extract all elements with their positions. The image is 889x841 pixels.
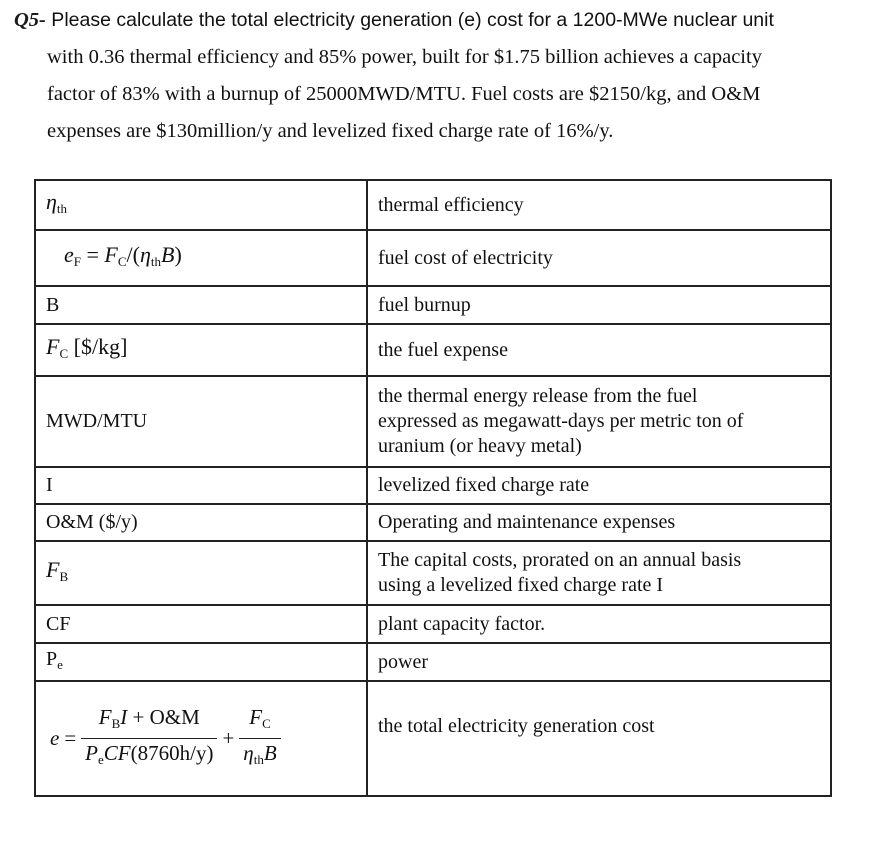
- description-cell: fuel cost of electricity: [367, 230, 831, 286]
- table-row: [35, 467, 831, 504]
- description-cell: Operating and maintenance expenses: [367, 504, 831, 541]
- description-cell: power: [367, 643, 831, 681]
- symbol-cell: [35, 681, 367, 796]
- symbol-cell: $F_C$ [$/kg]: [35, 324, 367, 376]
- symbol-cell: $\eta_{th}$: [35, 180, 367, 230]
- table-row: [35, 324, 831, 376]
- symbol-cell: $F_B$: [35, 541, 367, 605]
- symbol-cell: $e_F = F_C/(\eta_{th}B)$: [35, 230, 367, 286]
- table-row: [35, 643, 831, 681]
- description-cell: The capital costs, prorated on an annual basis using a levelized fixed charge rate I: [367, 541, 831, 605]
- table-row: [35, 605, 831, 643]
- table-row: [35, 376, 831, 467]
- symbol-cell: CF: [35, 605, 367, 643]
- question-line-2: with 0.36 thermal efficiency and 85% power, built for $1.75 billion achieves a capacity: [47, 46, 762, 68]
- table-row: [35, 230, 831, 286]
- question-line-1: Q5- Please calculate the total electricity generation (e) cost for a 1200-MWe nuclear unit: [14, 9, 774, 31]
- definitions-table: [34, 179, 832, 797]
- total-cost-formula: e = $\frac{F_BI + O\&M}{P_eCF(8760h/y)}$ + $\frac{F_C}{\eta_{th}B}$: [36, 705, 366, 772]
- description-cell: the thermal energy release from the fuel expressed as megawatt-days per metric ton of uranium (or heavy metal): [367, 376, 831, 467]
- symbol-cell: O&M ($/y): [35, 504, 367, 541]
- question-number: Q5-: [14, 9, 46, 31]
- question-line-4: expenses are $130million/y and levelized fixed charge rate of 16%/y.: [47, 120, 614, 142]
- description-cell: thermal efficiency: [367, 180, 831, 230]
- table-row: [35, 541, 831, 605]
- question-line-3: factor of 83% with a burnup of 25000MWD/MTU. Fuel costs are $2150/kg, and O&M: [47, 83, 761, 105]
- description-cell: the fuel expense: [367, 324, 831, 376]
- symbol-cell: $P_e$: [35, 643, 367, 681]
- symbol-cell: B: [35, 286, 367, 324]
- symbol-cell: I: [35, 467, 367, 504]
- table-row: [35, 180, 831, 230]
- fuel-fraction: $\frac{F_C}{\eta_{th}B}$: [239, 705, 280, 772]
- table-row: [35, 504, 831, 541]
- description-cell: fuel burnup: [367, 286, 831, 324]
- capital-fraction: $\frac{F_BI + O\&M}{P_eCF(8760h/y)}$: [81, 705, 217, 772]
- description-cell: levelized fixed charge rate: [367, 467, 831, 504]
- description-cell: plant capacity factor.: [367, 605, 831, 643]
- symbol-cell: MWD/MTU: [35, 376, 367, 467]
- question-text: [14, 2, 874, 150]
- table-row: [35, 286, 831, 324]
- table-row: [35, 681, 831, 796]
- description-cell: the total electricity generation cost: [367, 681, 831, 796]
